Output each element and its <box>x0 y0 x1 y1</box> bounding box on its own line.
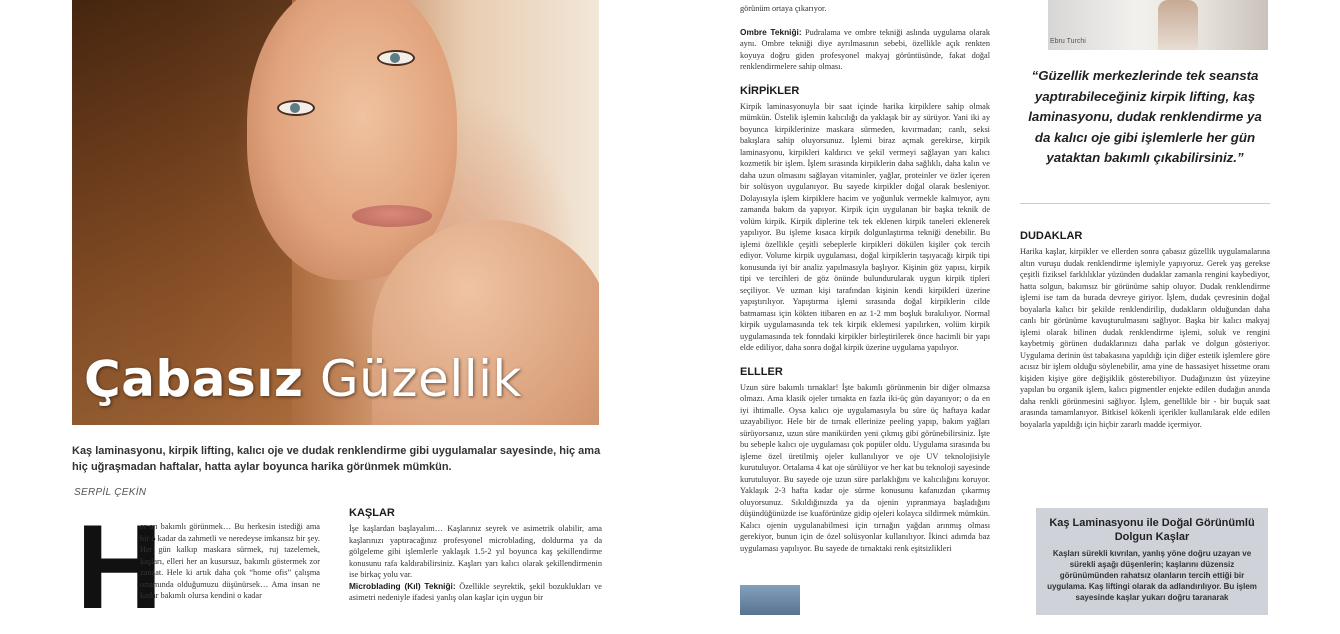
article-lead: Kaş laminasyonu, kirpik lifting, kalıcı oje ve dudak renklendirme gibi uygulamalar sayesinde, hiç ama hiç uğraşmadan haftalar, hatta aylar boyunca harika görünmek mümkün. <box>72 445 601 473</box>
kaslar-text: İşe kaşlardan başlayalım… Kaşlarınız seyrek ve asimetrik olabilir, ama kaşlarınızı yaptıracağınız profesyonel microblading, doldurma ya da gölgeleme gibi işlemlerle yaklaşık 1.5-2 yıl boyunca kaş şekillendirme konusunu rafa kaldırabilirsiniz. Kaşları yarı kalıcı olarak şekillendirmenin ise birkaç yolu var. <box>349 524 602 579</box>
dudaklar-text: Harika kaşlar, kirpikler ve ellerden sonra çabasız güzellik uygulamalarına altın vuruşu dudak renklendirme işlemiyle yapıyoruz. Gerek yaş gerekse çeşitli fiziksel farklılıklar yüzünden dudaklar zamanla rengini kaybediyor, hatta solgun, bakımsız bir görünüme sahip oluyor. Dudak renklendirme işlemi ise tam da burada devreye giriyor. İşlem, dudak çevresinin doğal boyalarla kalıcı bir şekilde renklendirilip, dudakların olduğundan daha canlı bir görünüme kavuşturulmasını sağlıyor. Başka bir kalıcı makyaj işlemi olarak bilinen dudak renklendirme işlemi, soluk ve rengini kaybetmiş görünen dudaklarınızı daha parlak ve dolgun gösteriyor. Uygulama derinin üst tabakasına yapıldığı için diğer estetik işlemlere göre acısız bir işlem olduğu söylenebilir, ama yine de hassasiyet hissetme oranı kişiden kişiye göre değişiklik gösterebiliyor. Dudağınızın üst yüzeyine yapılan bu organik işlem, kalıcı pigmentler enjekte edilen dudağın anında daha renkli görünmesini sağlıyor. İşlem, genellikle bir - bir buçuk saat arasında tamamlanıyor. Bitkisel kökenli içerikler kullanılarak elde edilen boyalarla yapıldığı için hiçbir zararlı madde içermiyor. <box>1020 247 1270 429</box>
ebru-figure <box>1158 0 1198 50</box>
intro-text: er an bakımlı görünmek… Bu herkesin istediği ama bir o kadar da zahmetli ve neredeyse imkansız bir şey. Her gün kalkıp maskara sürmek, ruj tazelemek, kaşları, elleri her an kusursuz, bakımlı göstermek zor zanaat. Hele ki artık daha çok “home ofis” çalışma ortamında olduğumuzu düşünürsek… Ama insan ne kadar bakımlı olursa kendini o kadar <box>140 522 320 600</box>
drop-cap: H <box>76 500 163 634</box>
kirpikler-text: Kirpik laminasyonuyla bir saat içinde harika kirpiklere sahip olmak mümkün. Üstelik işlemin kalıcılığı da yaklaşık bir ay sürüyor. Yani iki ay boyunca kirpiklerinize maskara sürmeden, kıvırmadan; canlı, seksi bakışlara sahip oluyorsunuz. İşlemi biraz açmak gerekirse, kirpik laminasyonu, kirpikleri kaldırıcı ve şekil vermeyi sağlayan yarı kalıcı kozmetik bir işlem. İşlem sırasında kirpiklerin daha sağlıklı, daha kalın ve daha uzun olmasını sağlayan vitaminler, yağlar, proteinler ve özler içeren bir solüsyon uygulanıyor. Bu sayede kirpikler doğal olarak besleniyor. Dolayısıyla işlem kirpiklere hacim ve yoğunluk vermekle kalmıyor, aynı zamanda bakım da yapıyor. Kirpik için uygulanan bir başka teknik de volüm kirpik. Kirpik diplerine tek tek eklenen kirpik taneleri eklenerek yapılıyor. Bu işleme kısaca kirpik dolgunlaştırma tekniği denebilir. Bu işlemi özellikle çeşitli sebeplerle kirpikleri dökülen kişiler çok tercih ediyor. Volume kirpik uygulaması, doğal kirpiklerin taşıyacağı kirpik tipi konusunda iyi bir analiz yapılmasıyla başlıyor. Kişinin göz yapısı, kirpik tipi ve tercihleri de göz önünde bulundurularak uygun kirpik tipleri seçiliyor. Ve uzman kişi tarafından kişinin kendi kirpikleri üzerine yapıştırılıyor. Yapıştırma işlemi sırasında doğal kirpiklerin cilde batmaması için kökten itibaren en az 1-2 mm boşluk bırakılıyor. Normal kirpik uygulamasında tek tek kirpik eklemesi yapılırken, volüm kirpik uygulamasında tek fonndaki kirpikler birleştirilerek önce hacimli bir yapı elde ediliyor, daha sonra doğal kirpik üzerine uygulama yapılıyor. <box>740 101 990 352</box>
microblading-text: Özellikle seyrektik, şekil bozuklukları ve asimetri nedeniyle ifadesi yanlış olan kaşlar için uygun bir <box>349 581 602 602</box>
microblading-label: Microblading (Kıl) Tekniği: <box>349 580 456 591</box>
eller-text: Uzun süre bakımlı tırnaklar! İşte bakımlı görünmenin bir diğer olmazsa olmazı. Ama klasik ojeler tırnakta en fazla iki-üç gün dayanıyor; o da en iyi ihtimalle. Oysa kalıcı oje uygulamasıyla bu süre üç haftaya kadar uzayabiliyor. Hele bir de tırnak ellerinize peeling yapıp, bakım yağları sürüyorsanız, uzun süre manikürden yeni çıkmış gibi görünebilirsiniz. İşte bu sebeple kalıcı oje uygulaması çok popüler oldu. Uygulama sırasında bu işleme özel üretilmiş ojeler kullanılıyor ve oje UV teknolojisiyle kurutuluyor. Ortalama 4 kat oje sürülüyor ve her kat bu teknoloji sayesinde kurutuluyor. Bu sayede oje uzun süre parlaklığını ve kalıcılığını koruyor. Yaklaşık 2-3 hafta kadar oje sürme konusunu kafanızdan çıkarmış oluyorsunuz. Sıkıldığınızda ya da ojenin yıpranmaya başladığını düşündüğünüzde ise kuaförünüze gidip ojeleri kolayca sildirmek mümkün. Kalıcı ojenin uygulanabilmesi için tırnağın yağdan arınmış olması gerekiyor, bunun için de özel solüsyonlar kullanılıyor. İkinci adımda baz uygulaması yapılıyor. Bu sayede de tırnaktaki renk eşitsizlikleri <box>740 382 990 553</box>
sidebar-box <box>1036 508 1268 615</box>
middle-column <box>740 0 990 554</box>
sidebar-box-text: Kaşları sürekli kıvrılan, yanlış yöne doğru uzayan ve sürekli aşağı düşenlerin; kaşlarını düzensiz görünümünden rahatsız olanların tercih ettiği bir uygulama. Kaş liftingi olarak da adlandırılıyor. Bu işlem sayesinde kaşlar yukarı doğru taranarak <box>1047 549 1257 602</box>
mid-top-text: görünüm ortaya çıkarıyor. <box>740 4 827 13</box>
pull-quote: “Güzellik merkezlerinde tek seansta yaptırabileceğiniz kirpik lifting, kaş laminasyonu, dudak renklendirme ya da kalıcı oje gibi işlemlerle her gün yataktan bakımlı çıkabilirsiniz.” <box>1028 68 1262 165</box>
photo-eye-right <box>377 50 415 66</box>
kaslar-section <box>349 507 602 604</box>
title-bold: Çabasız <box>84 350 304 408</box>
title-light: Güzellik <box>319 350 522 408</box>
ombre-text: Pudralama ve ombre tekniği aslında uygulama olarak aynı. Ombre tekniği diye ayrılmasının sebebi, özellikle açık renkten koyuya doğru giden profesyonel makyaj görüntüsünde, fakat doğal renklendirmelere sahip olması. <box>740 27 990 71</box>
cover-photo <box>72 0 599 425</box>
photo-lips <box>352 205 432 227</box>
quote-divider <box>1020 203 1270 204</box>
kirpikler-heading: KİRPİKLER <box>740 84 800 97</box>
ebru-caption: Ebru Turchi <box>1050 38 1086 45</box>
ombre-label: Ombre Tekniği: <box>740 26 802 37</box>
article-author: SERPİL ÇEKİN <box>74 487 147 498</box>
eller-heading: ELLLER <box>740 365 783 378</box>
kaslar-heading: KAŞLAR <box>349 507 395 519</box>
dudaklar-section <box>1020 230 1270 430</box>
dudaklar-heading: DUDAKLAR <box>1020 230 1083 242</box>
sidebar-box-title: Kaş Laminasyonu ile Doğal Görünümlü Dolgun Kaşlar <box>1049 517 1255 543</box>
photo-eye-left <box>277 100 315 116</box>
inset-image-fragment <box>740 585 800 615</box>
article-title <box>84 350 522 408</box>
